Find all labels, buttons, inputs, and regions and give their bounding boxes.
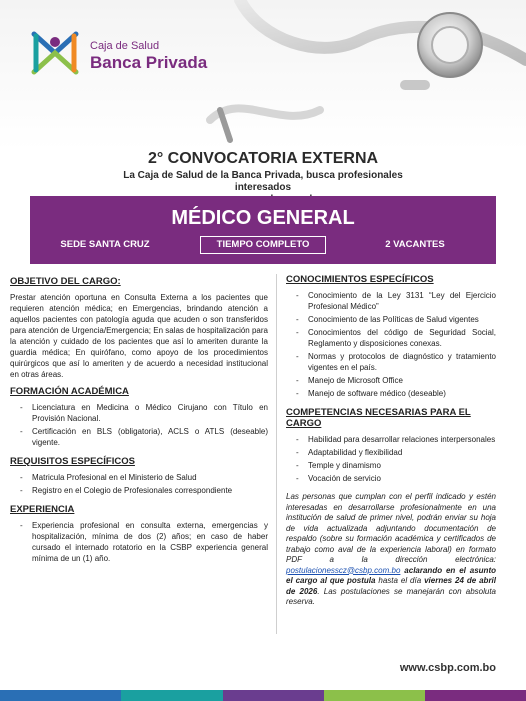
stethoscope-illustration — [200, 0, 526, 150]
note-part-2: aclarando en el asunto el cargo al que postula — [286, 565, 496, 585]
list-item: - Vocación de servicio — [296, 473, 496, 484]
list-item: - Matricula Profesional en el Ministerio de Salud — [20, 472, 268, 483]
application-note — [286, 492, 496, 608]
experiencia-list — [10, 520, 268, 564]
note-part-1: Las personas que cumplan con el perfil indicado y estén interesadas en desarrollarse profesionalmente en una institución de salud de primer nivel, podrán enviar su hoja de vida actualizada adjuntando documentación de respaldo (sobre su formación académica y certificados de trabajo como aval de la experiencia laboral) en formato PDF a la dirección electrónica: — [286, 492, 496, 564]
formacion-list — [10, 402, 268, 448]
list-item: - Conocimiento de la Ley 3131 “Ley del Ejercicio Profesional Médico” — [296, 290, 496, 312]
list-item: - Manejo de software médico (deseable) — [296, 388, 496, 399]
footer-segment — [0, 690, 121, 701]
list-item: - Registro en el Colegio de Profesionales correspondiente — [20, 485, 268, 496]
objetivo-text: Prestar atención oportuna en Consulta Externa a los pacientes que requieren atención médica; en Emergencias, brindando atención a aquellos pacientes con patología aguda que acuden o son transferidos para atención de Urgencia/Emergencia; En salas de hospitalización para la atención y cuidado de los pacientes que así lo ameriten durante la guardia médica; En quirófano, como apoyo de los procedimientos quirúrgicos que así lo ameriten y de acuerdo a necesidad institucional en otras áreas. — [10, 293, 268, 379]
website-url[interactable]: www.csbp.com.bo — [399, 662, 496, 674]
footer-segment — [121, 690, 222, 701]
right-column — [286, 274, 496, 608]
list-item: - Temple y dinamismo — [296, 460, 496, 471]
requisitos-list — [10, 472, 268, 496]
requisitos-heading: REQUISITOS ESPECÍFICOS — [10, 456, 135, 467]
brand-line-1: Caja de Salud — [90, 40, 160, 52]
note-part-3: hasta el día — [375, 576, 425, 585]
list-item: - Certificación en BLS (obligatoria), ACLS o ATLS (deseable) vigente. — [20, 426, 268, 448]
list-item: - Normas y protocolos de diagnóstico y tratamiento vigentes en el país. — [296, 351, 496, 373]
left-column — [10, 276, 268, 572]
brand-line-2: Banca Privada — [90, 53, 208, 72]
tag-location: SEDE SANTA CRUZ — [60, 239, 150, 250]
page-title: 2° CONVOCATORIA EXTERNA — [147, 150, 379, 167]
deadline-date: viernes 24 de abril de 2026 — [286, 576, 497, 596]
competencias-list — [286, 434, 496, 484]
footer-segment — [324, 690, 425, 701]
conocimientos-list — [286, 290, 496, 399]
tag-vacancies: 2 VACANTES — [385, 239, 445, 250]
subtitle-line-1: La Caja de Salud de la Banca Privada, busca profesionales interesados — [123, 170, 403, 193]
footer-segment — [425, 690, 526, 701]
list-item: - Licenciatura en Medicina o Médico Cirujano con Título en Provisión Nacional. — [20, 402, 268, 424]
position-title: MÉDICO GENERAL — [171, 207, 355, 229]
column-divider — [276, 274, 277, 634]
list-item: - Conocimientos del código de Seguridad Social, Reglamento y disposiciones conexas. — [296, 327, 496, 349]
position-tags — [30, 236, 496, 254]
list-item: - Adaptabilidad y flexibilidad — [296, 447, 496, 458]
footer-segment — [223, 690, 324, 701]
list-item: - Habilidad para desarrollar relaciones interpersonales — [296, 434, 496, 445]
application-email-link[interactable]: postulacionesscz@csbp.com.bo — [286, 565, 401, 575]
brand-logo-icon — [28, 26, 82, 80]
footer-color-bar — [0, 690, 526, 701]
list-item: - Experiencia profesional en consulta externa, emergencias y hospitalización, mínima de dos (2) años; en caso de haber cursado el internado rotatorio en la CSBP experiencia general mínima de un (1) año. — [20, 520, 268, 564]
experiencia-heading: EXPERIENCIA — [10, 504, 75, 515]
list-item: - Manejo de Microsoft Office — [296, 375, 496, 386]
conocimientos-heading: CONOCIMIENTOS ESPECÍFICOS — [286, 274, 434, 285]
competencias-heading: COMPETENCIAS NECESARIAS PARA EL CARGO — [286, 407, 471, 429]
objetivo-heading: OBJETIVO DEL CARGO: — [10, 276, 121, 287]
list-item: - Conocimiento de las Políticas de Salud vigentes — [296, 314, 496, 325]
note-part-4: . Las postulaciones se manejarán con absoluta reserva. — [286, 586, 496, 606]
tag-schedule: TIEMPO COMPLETO — [200, 236, 326, 254]
formacion-heading: FORMACIÓN ACADÉMICA — [10, 386, 129, 397]
